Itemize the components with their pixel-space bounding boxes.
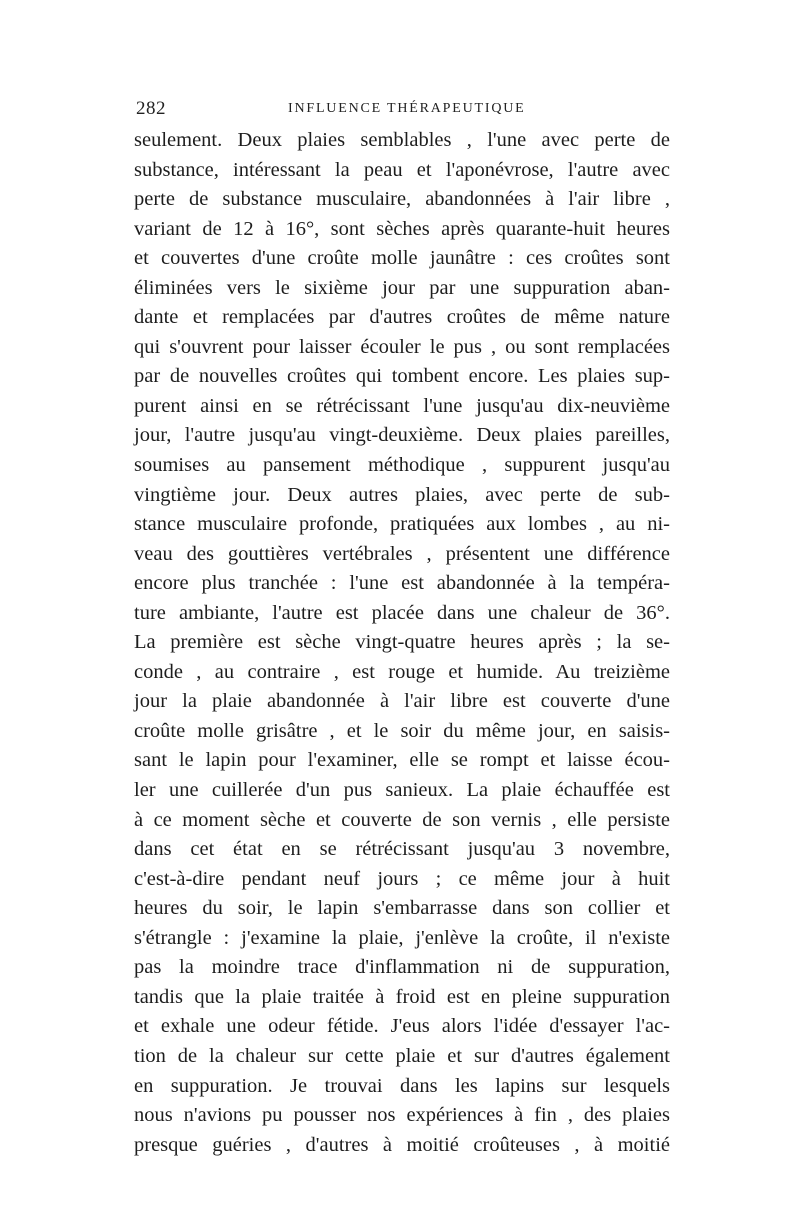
text-line: ture ambiante, l'autre est placée dans une chaleur de 36°.	[134, 601, 670, 624]
text-line: conde , au contraire , est rouge et humide. Au treizième	[134, 660, 670, 683]
text-line: à ce moment sèche et couverte de son vernis , elle persiste	[134, 808, 670, 831]
text-line: dante et remplacées par d'autres croûtes de même nature	[134, 306, 670, 329]
text-line: variant de 12 à 16°, sont sèches après quarante-huit heures	[134, 217, 670, 240]
text-line: purent ainsi en se rétrécissant l'une jusqu'au dix-neuvième	[134, 394, 670, 417]
text-line: La première est sèche vingt-quatre heures après ; la se-	[134, 631, 670, 654]
text-line: soumises au pansement méthodique , suppurent jusqu'au	[134, 454, 670, 477]
text-line: et exhale une odeur fétide. J'eus alors l'idée d'essayer l'ac-	[134, 1015, 670, 1038]
text-line: ler une cuillerée d'un pus sanieux. La plaie échauffée est	[134, 779, 670, 802]
running-head	[136, 98, 670, 122]
text-line: s'étrangle : j'examine la plaie, j'enlève la croûte, il n'existe	[134, 926, 670, 949]
text-line: stance musculaire profonde, pratiquées aux lombes , au ni-	[134, 513, 670, 536]
text-line: et couvertes d'une croûte molle jaunâtre : ces croûtes sont	[134, 247, 670, 270]
running-title: INFLUENCE THÉRAPEUTIQUE	[288, 101, 526, 116]
text-line: tion de la chaleur sur cette plaie et sur d'autres également	[134, 1044, 670, 1067]
text-line: heures du soir, le lapin s'embarrasse dans son collier et	[134, 897, 670, 920]
text-line: sant le lapin pour l'examiner, elle se rompt et laisse écou-	[134, 749, 670, 772]
text-line: encore plus tranchée : l'une est abandonnée à la tempéra-	[134, 572, 670, 595]
text-line: vingtième jour. Deux autres plaies, avec perte de sub-	[134, 483, 670, 506]
text-line: jour, l'autre jusqu'au vingt-deuxième. Deux plaies pareilles,	[134, 424, 670, 447]
text-line: veau des gouttières vertébrales , présentent une différence	[134, 542, 670, 565]
text-line: substance, intéressant la peau et l'aponévrose, l'autre avec	[134, 158, 670, 181]
text-line: jour la plaie abandonnée à l'air libre est couverte d'une	[134, 690, 670, 713]
text-line: par de nouvelles croûtes qui tombent encore. Les plaies sup-	[134, 365, 670, 388]
text-line: nous n'avions pu pousser nos expériences à fin , des plaies	[134, 1104, 670, 1127]
text-line: croûte molle grisâtre , et le soir du même jour, en saisis-	[134, 719, 670, 742]
text-line: pas la moindre trace d'inflammation ni de suppuration,	[134, 956, 670, 979]
text-line: dans cet état en se rétrécissant jusqu'au 3 novembre,	[134, 838, 670, 861]
text-line: c'est-à-dire pendant neuf jours ; ce même jour à huit	[134, 867, 670, 890]
text-line: seulement. Deux plaies semblables , l'une avec perte de	[134, 129, 670, 151]
text-line: éliminées vers le sixième jour par une suppuration aban-	[134, 276, 670, 299]
page-number: 282	[136, 98, 166, 119]
text-line: tandis que la plaie traitée à froid est en pleine suppuration	[134, 985, 670, 1008]
body-text	[134, 126, 670, 1160]
text-line: qui s'ouvrent pour laisser écouler le pus , ou sont remplacées	[134, 335, 670, 358]
text-line: perte de substance musculaire, abandonnées à l'air libre ,	[134, 188, 670, 211]
text-line: en suppuration. Je trouvai dans les lapins sur lesquels	[134, 1074, 670, 1097]
text-line: presque guéries , d'autres à moitié croûteuses , à moitié	[134, 1133, 670, 1156]
